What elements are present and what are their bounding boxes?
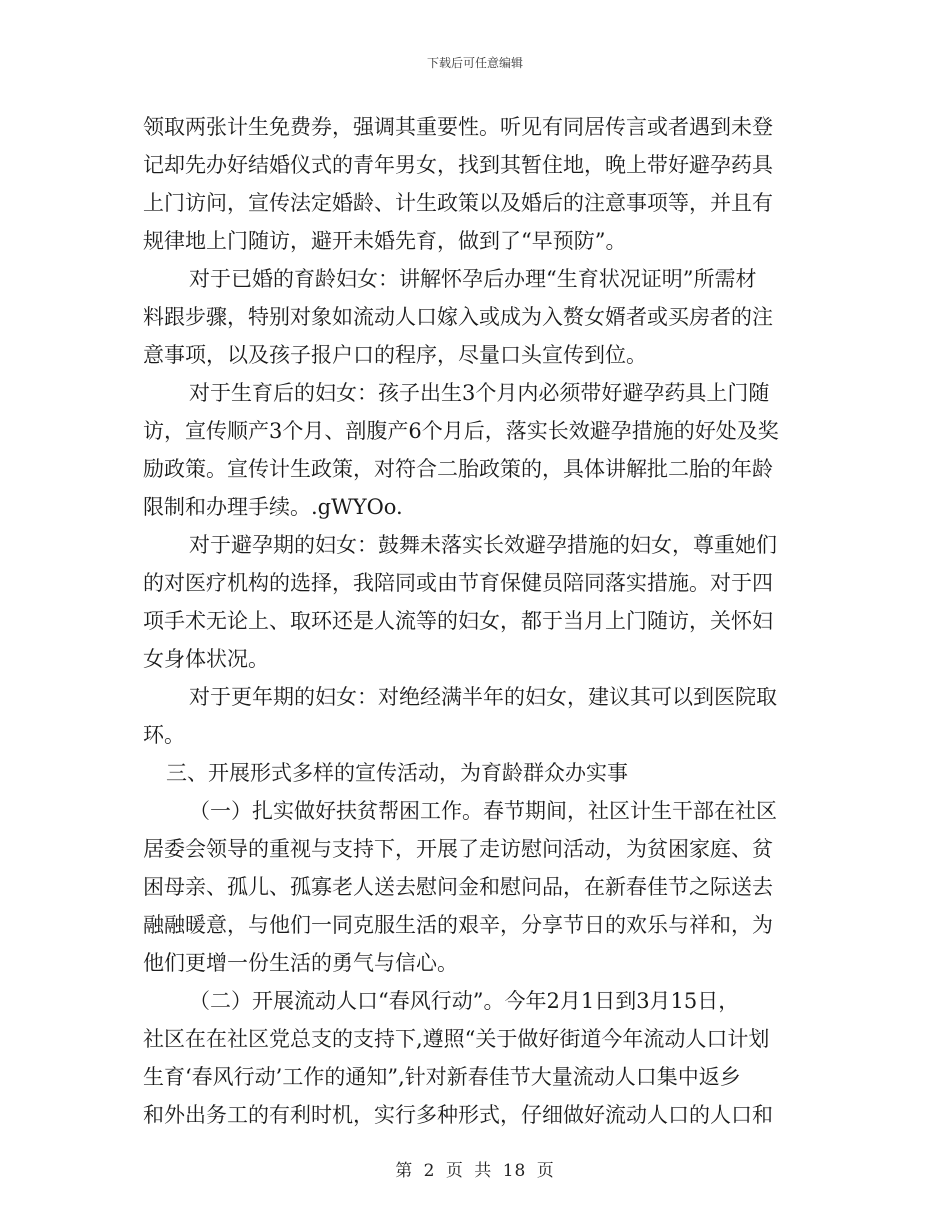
text-line: 限制和办理手续。.gWYOo. — [143, 495, 403, 519]
text-line: 三、开展形式多样的宣传活动，为育龄群众办实事 — [166, 761, 628, 785]
page-header: 下载后可任意编辑 — [426, 56, 523, 70]
document-body — [143, 108, 811, 1134]
text-line: 项手术无论上、取环还是人流等的妇女，都于当月上门随访，关怀妇 — [143, 609, 773, 633]
text-line: （二）开展流动人口“春风行动”。今年2月1日到3月15日， — [189, 989, 740, 1013]
text-line: 意事项，以及孩子报户口的程序，尽量口头宣传到位。 — [143, 343, 647, 367]
text-line: 访，宣传顺产3个月、剖腹产6个月后，落实长效避孕措施的好处及奖 — [143, 419, 779, 443]
text-line: 对于更年期的妇女：对绝经满半年的妇女，建议其可以到医院取 — [189, 685, 777, 709]
text-line: 料跟步骤，特别对象如流动人口嫁入或成为入赘女婿者或买房者的注 — [143, 305, 773, 329]
text-line: 对于生育后的妇女：孩子出生3个月内必须带好避孕药具上门随 — [189, 381, 770, 405]
text-line: 困母亲、孤儿、孤寡老人送去慰问金和慰问品，在新春佳节之际送去 — [143, 875, 773, 899]
text-line: 女身体状况。 — [143, 647, 269, 671]
text-line: 社区在在社区党总支的支持下,遵照“关于做好街道今年流动人口计划 — [143, 1027, 770, 1051]
text-line: 记却先办好结婚仪式的青年男女，找到其暂住地，晚上带好避孕药具 — [143, 153, 773, 177]
text-line: 上门访问，宣传法定婚龄、计生政策以及婚后的注意事项等，并且有 — [143, 191, 773, 215]
text-line: 对于避孕期的妇女：鼓舞未落实长效避孕措施的妇女，尊重她们 — [189, 533, 777, 557]
text-line: 励政策。宣传计生政策，对符合二胎政策的，具体讲解批二胎的年龄 — [143, 457, 773, 481]
text-line: 对于已婚的育龄妇女：讲解怀孕后办理“生育状况证明”所需材 — [189, 267, 757, 291]
text-line: 他们更增一份生活的勇气与信心。 — [143, 951, 458, 975]
text-line: 居委会领导的重视与支持下，开展了走访慰问活动，为贫困家庭、贫 — [143, 837, 773, 861]
text-line: 规律地上门随访，避开未婚先育，做到了“早预防”。 — [143, 229, 627, 253]
text-line: 融融暖意，与他们一同克服生活的艰辛，分享节日的欢乐与祥和，为 — [143, 913, 773, 937]
text-line: 和外出务工的有利时机，实行多种形式，仔细做好流动人口的人口和 — [143, 1103, 773, 1127]
text-line: 领取两张计生免费券，强调其重要性。听见有同居传言或者遇到未登 — [143, 115, 773, 139]
page-number: 第 2 页 共 18 页 — [395, 1161, 555, 1181]
text-line: 环。 — [143, 723, 185, 747]
text-line: 生育‘春风行动’工作的通知”,针对新春佳节大量流动人口集中返乡 — [143, 1065, 741, 1089]
text-line: 的对医疗机构的选择，我陪同或由节育保健员陪同落实措施。对于四 — [143, 571, 773, 595]
text-line: （一）扎实做好扶贫帮困工作。春节期间，社区计生干部在社区 — [189, 799, 777, 823]
